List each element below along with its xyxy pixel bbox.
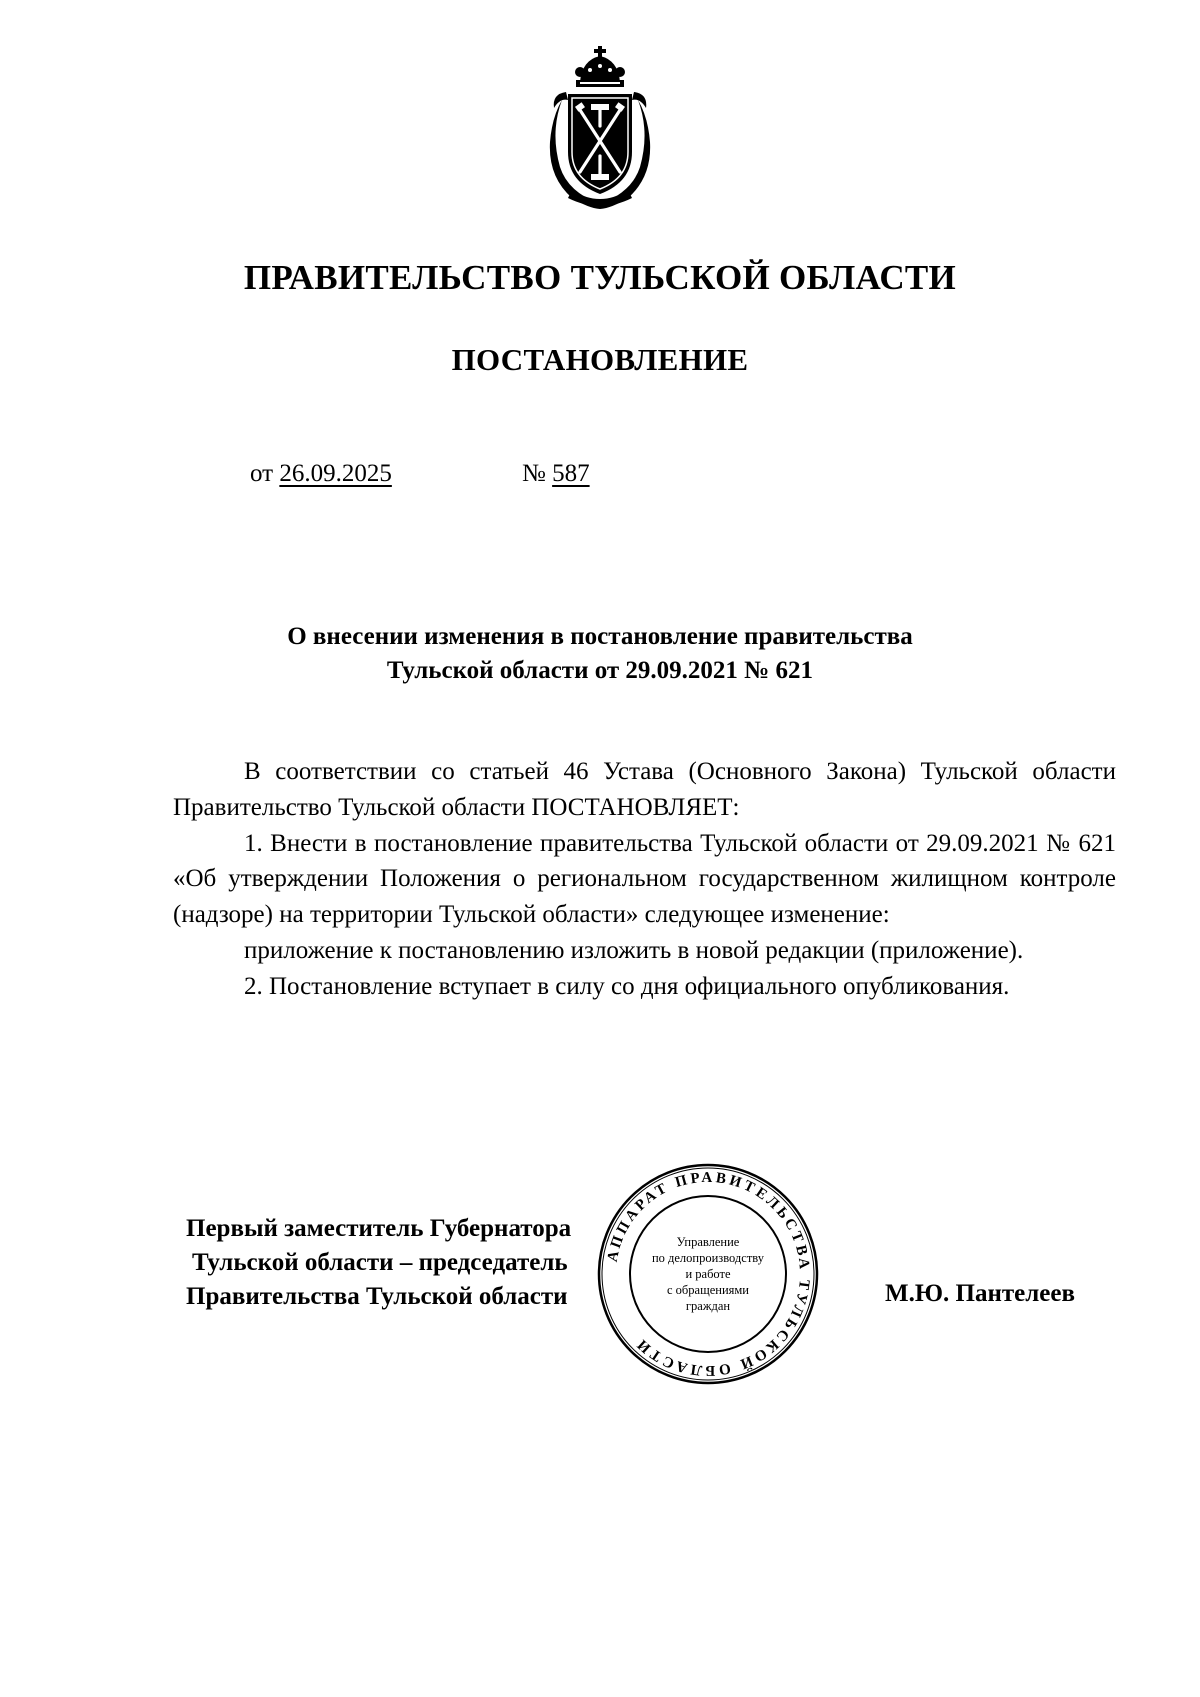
stamp-line-3: и работе [685, 1267, 731, 1281]
stamp-line-4: с обращениями [667, 1283, 749, 1297]
signer-position-line-1: Первый заместитель Губернатора [186, 1215, 572, 1242]
subject-line-1: О внесении изменения в постановление правительства [287, 623, 913, 650]
date-prefix: от [250, 460, 274, 487]
intro-paragraph: В соответствии со статьей 46 Устава (Основного Закона) Тульской области Правительство Тульской области ПОСТАНОВЛЯЕТ: [173, 758, 1116, 821]
document-subject [0, 620, 1200, 688]
stamp-ring-text: АППАРАТ ПРАВИТЕЛЬСТВА ТУЛЬСКОЙ ОБЛАСТИ [604, 1169, 813, 1379]
number-value: 587 [552, 460, 590, 487]
subject-line-2: Тульской области от 29.09.2021 № 621 [386, 657, 814, 684]
document-body [173, 754, 1116, 1005]
item-1-change-paragraph: приложение к постановлению изложить в новой редакции (приложение). [244, 936, 1024, 964]
number-prefix: № [522, 460, 546, 487]
signer-position-line-2: Тульской области – председатель [192, 1249, 568, 1276]
date-value: 26.09.2025 [279, 460, 392, 487]
official-stamp [596, 1162, 820, 1386]
stamp-line-5: граждан [685, 1299, 731, 1313]
document-number [522, 460, 590, 488]
stamp-line-1: Управление [676, 1235, 740, 1249]
signer-position-line-3: Правительства Тульской области [186, 1283, 568, 1310]
document-type: ПОСТАНОВЛЕНИЕ [451, 342, 749, 377]
tula-coat-of-arms-icon [540, 42, 660, 210]
signer-name: М.Ю. Пантелеев [885, 1280, 1075, 1307]
government-title: ПРАВИТЕЛЬСТВО ТУЛЬСКОЙ ОБЛАСТИ [243, 258, 957, 297]
item-1-paragraph: 1. Внести в постановление правительства Тульской области от 29.09.2021 № 621 «Об утверждении Положения о региональном государственном жилищном контроле (надзоре) на территории Тульской области» следующее изменение: [173, 829, 1116, 929]
document-date [250, 460, 392, 488]
item-2-paragraph: 2. Постановление вступает в силу со дня официального опубликования. [244, 972, 1010, 1000]
stamp-line-2: по делопроизводству [651, 1251, 765, 1265]
signer-position [186, 1212, 571, 1314]
